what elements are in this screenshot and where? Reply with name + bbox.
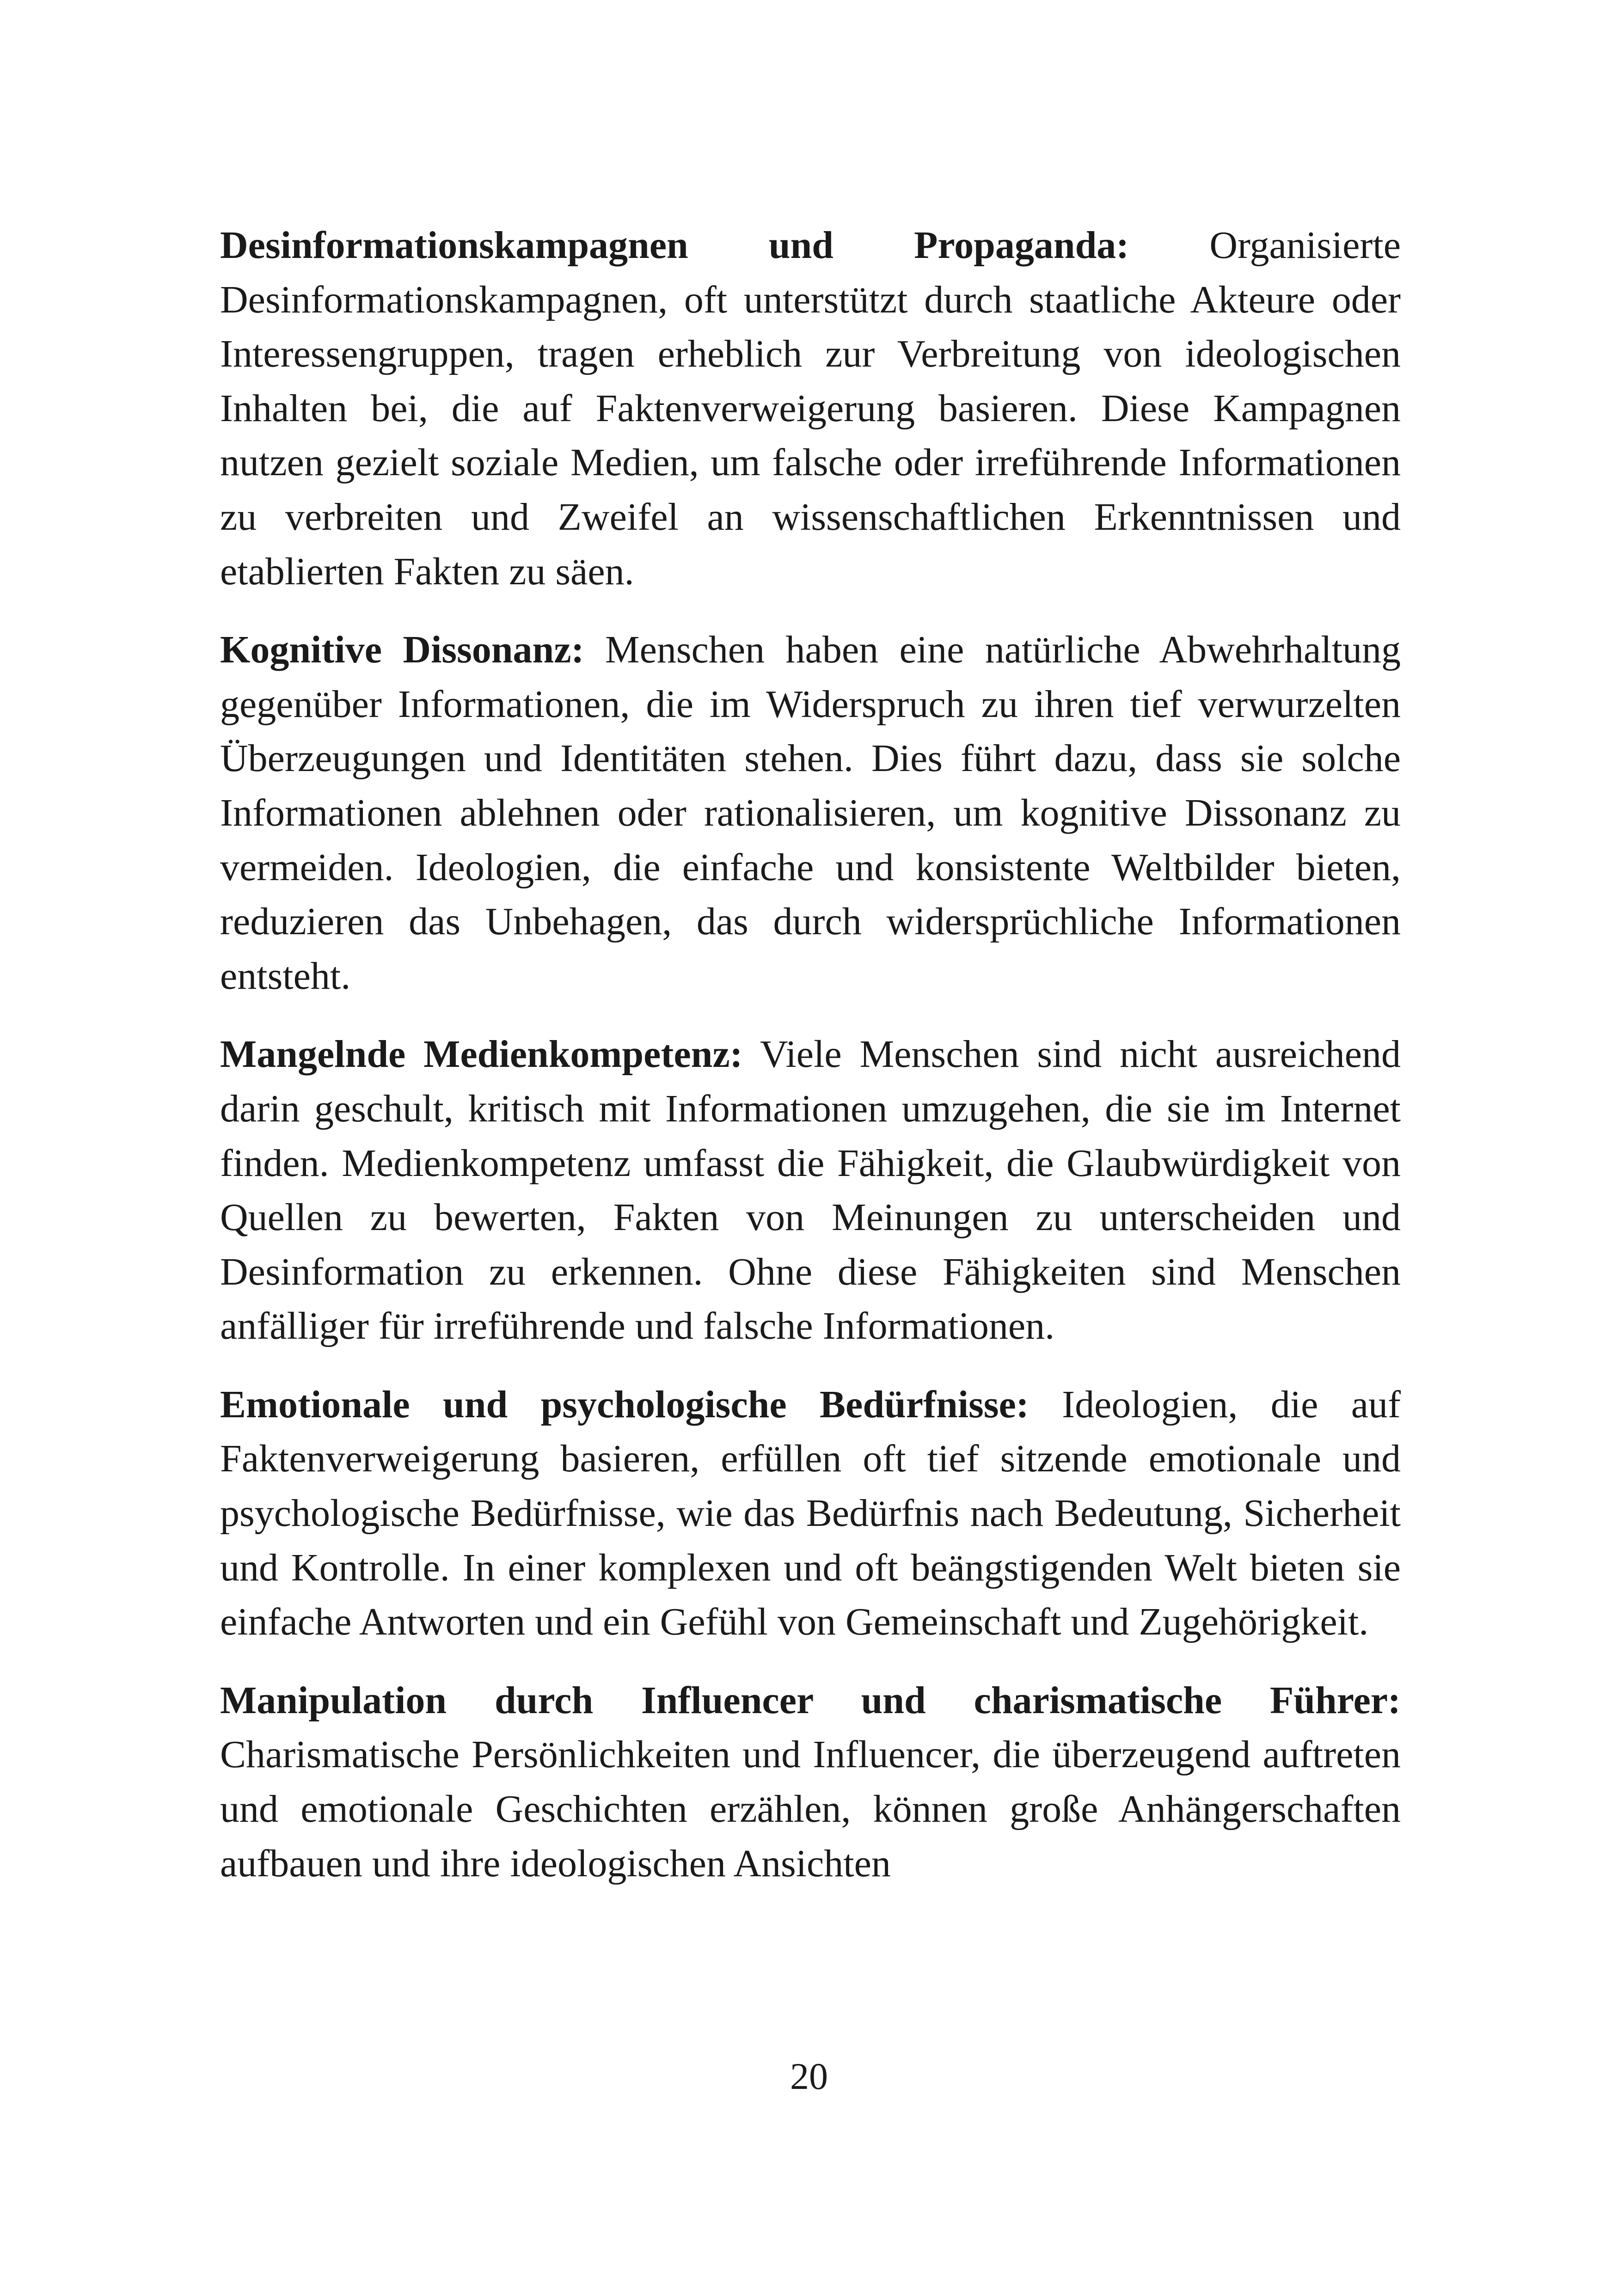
paragraph-medienkompetenz xyxy=(220,1027,1401,1353)
paragraph-emotionale-beduerfnisse xyxy=(220,1378,1401,1649)
paragraph-desinformation xyxy=(220,218,1401,599)
body-text xyxy=(220,218,1401,1915)
page-number: 20 xyxy=(790,2055,828,2097)
paragraph-text: Ideologien, die auf Faktenverweigerung basieren, erfüllen oft tief sitzende emotionale und psychologische Bedürfnisse, wie das Bedürfnis nach Bedeutung, Sicherheit und Kontrolle. In einer komplexen und oft beängstigenden Welt bieten sie einfache Antworten und ein Gefühl von Gemeinschaft und Zugehörigkeit. xyxy=(220,1383,1401,1644)
paragraph-text: Menschen haben eine natürliche Abwehrhaltung gegenüber Informationen, die im Widerspruch zu ihren tief verwurzelten Überzeugungen und Identitäten stehen. Dies führt dazu, dass sie solche Informationen ablehnen oder rationalisieren, um kognitive Dissonanz zu vermeiden. Ideologien, die einfache und konsistente Weltbilder bieten, reduzieren das Unbehagen, das durch widersprüchliche Informationen entsteht. xyxy=(220,628,1401,998)
term-heading: Manipulation durch Influencer und charismatische Führer: xyxy=(220,1678,1401,1722)
term-heading: Mangelnde Medienkompetenz: xyxy=(220,1033,743,1076)
term-heading: Emotionale und psychologische Bedürfnisse: xyxy=(220,1383,1029,1426)
paragraph-text: Organisierte Desinformationskampagnen, oft unterstützt durch staatliche Akteure oder Interessengruppen, tragen erheblich zur Verbreitung von ideologischen Inhalten bei, die auf Faktenverweigerung basieren. Diese Kampagnen nutzen gezielt soziale Medien, um falsche oder irreführende Informationen zu verbreiten und Zweifel an wissenschaftlichen Erkenntnissen und etablierten Fakten zu säen. xyxy=(220,224,1401,593)
term-heading: Desinformationskampagnen und Propaganda: xyxy=(220,224,1129,267)
paragraph-kognitive-dissonanz xyxy=(220,623,1401,1003)
paragraph-text: Viele Menschen sind nicht ausreichend darin geschult, kritisch mit Informationen umzugehen, die sie im Internet finden. Medienkompetenz umfasst die Fähigkeit, die Glaubwürdigkeit von Quellen zu bewerten, Fakten von Meinungen zu unterscheiden und Desinformation zu erkennen. Ohne diese Fähigkeiten sind Menschen anfälliger für irreführende und falsche Informationen. xyxy=(220,1033,1401,1348)
term-heading: Kognitive Dissonanz: xyxy=(220,628,584,672)
paragraph-text: Charismatische Persönlichkeiten und Influencer, die überzeugend auftreten und emotionale Geschichten erzählen, können große Anhängerschaften aufbauen und ihre ideologischen Ansichten xyxy=(220,1733,1401,1885)
paragraph-manipulation xyxy=(220,1673,1401,1891)
